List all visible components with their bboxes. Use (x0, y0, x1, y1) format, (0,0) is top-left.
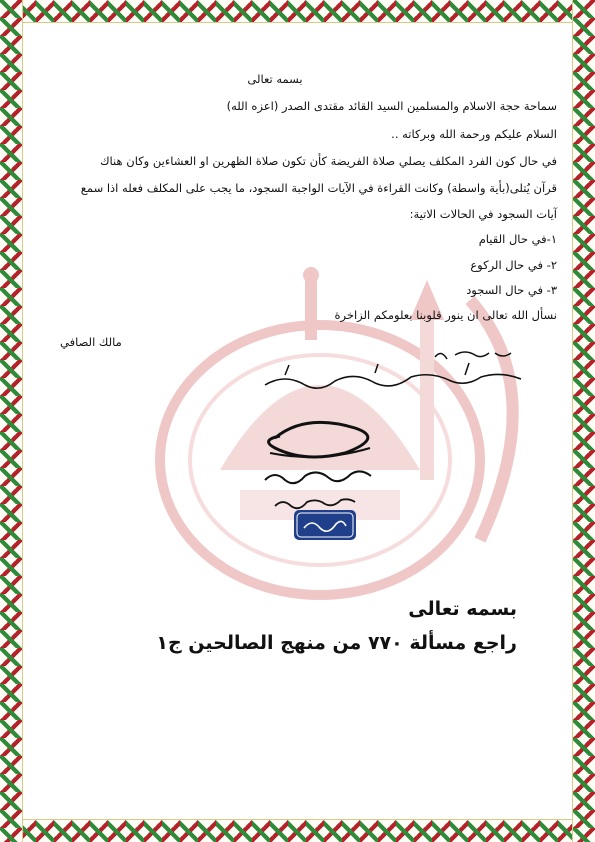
decorative-border-bottom (0, 819, 595, 842)
letter-line: قرآن يُتلى(بأية واسطة) وكانت القراءة في الآيات الواجبة السجود، ما يجب على المكلف فعله اذا سمع (80, 181, 557, 195)
handwritten-reply-icon (255, 345, 555, 405)
letter-line: ٢- في حال الركوع (470, 258, 557, 272)
reply-answer: راجع مسألة ٧٧٠ من منهج الصالحين ج١ (156, 632, 517, 654)
reply-title: بسمه تعالى (408, 598, 517, 620)
letter-title: بسمه تعالى (247, 72, 303, 86)
letter-line: في حال كون الفرد المكلف يصلي صلاة الفريضة كأن تكون صلاة الظهرين او العشاءين وكان هناك (100, 154, 557, 168)
decorative-border-right (572, 0, 595, 842)
letter-line: آيات السجود في الحالات الاتية: (409, 207, 557, 221)
sender-name: مالك الصافي (60, 335, 122, 349)
signature-icon (255, 408, 405, 518)
decorative-border-top (0, 0, 595, 23)
letter-line: سماحة حجة الاسلام والمسلمين السيد القائد مقتدى الصدر (اعزه الله) (226, 99, 557, 113)
letter-line: ١-في حال القيام (478, 232, 557, 246)
letter-line: نسأل الله تعالى ان ينور قلوبنا بعلومكم الزاخرة (334, 308, 557, 322)
decorative-border-left (0, 0, 23, 842)
letter-line: السلام عليكم ورحمة الله وبركاته .. (391, 127, 557, 141)
letter-line: ٣- في حال السجود (466, 283, 557, 297)
seal-stamp-icon (292, 508, 358, 542)
